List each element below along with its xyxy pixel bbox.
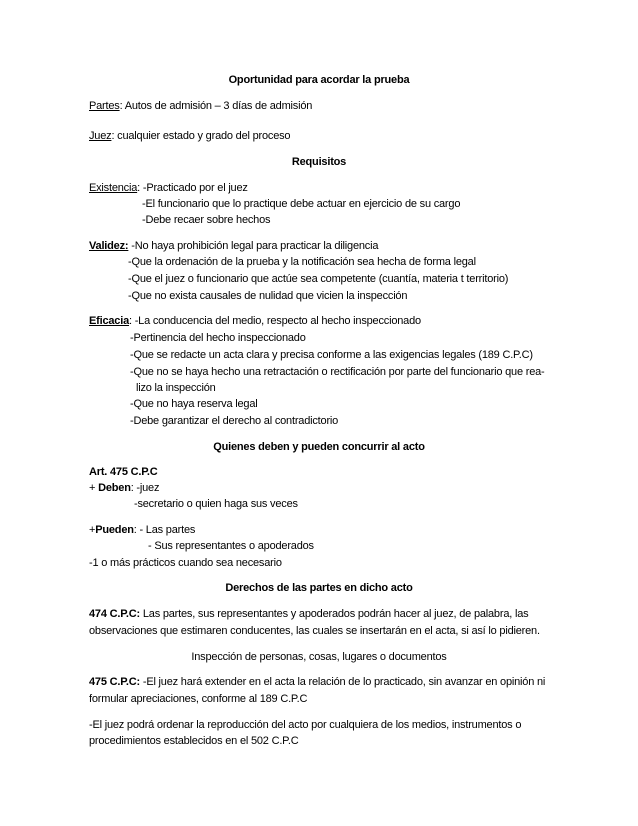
c474-label: 474 C.P.C: [89, 608, 140, 620]
pueden-item: -1 o más prácticos cuando sea necesario [89, 557, 282, 569]
validez-item: -Que el juez o funcionario que actúe sea competente (cuantía, materia t territorio) [128, 273, 509, 285]
partes-label: Partes [89, 100, 120, 112]
validez-item: -Que la ordenación de la prueba y la notificación sea hecha de forma legal [128, 256, 476, 268]
c475-label: 475 C.P.C: [89, 676, 140, 688]
validez-item: -No haya prohibición legal para practicar la diligencia [128, 240, 379, 252]
c475-text: formular apreciaciones, conforme al 189 C.P.C [89, 693, 308, 705]
eficacia-line [89, 314, 421, 328]
eficacia-item: -Que no se haya hecho una retractación o rectificación por parte del funcionario que rea- [130, 366, 545, 378]
derechos-heading: Derechos de las partes en dicho acto [225, 582, 413, 594]
final-text: procedimientos establecidos en el 502 C.P.C [89, 735, 299, 747]
concurrir-heading: Quienes deben y pueden concurrir al acto [213, 441, 425, 453]
pueden-label: Pueden [95, 524, 134, 536]
eficacia-item: : -La conducencia del medio, respecto al hecho inspeccionado [128, 315, 421, 327]
c475-text: -El juez hará extender en el acta la relación de lo practicado, sin avanzar en opinión ni [140, 676, 546, 688]
existencia-item: : -Practicado por el juez [137, 182, 248, 194]
eficacia-item: -Pertinencia del hecho inspeccionado [130, 332, 306, 344]
existencia-item: -Debe recaer sobre hechos [142, 214, 271, 226]
eficacia-item: -Debe garantizar el derecho al contradictorio [130, 415, 339, 427]
partes-text: : Autos de admisión – 3 días de admisión [119, 100, 313, 112]
deben-text: : -juez [130, 482, 160, 494]
validez-item: -Que no exista causales de nulidad que vicien la inspección [128, 290, 408, 302]
juez-text: : cualquier estado y grado del proceso [111, 130, 291, 142]
juez-line [89, 129, 290, 143]
art475-title: Art. 475 C.P.C [89, 466, 158, 478]
deben-item: -secretario o quien haga sus veces [134, 498, 298, 510]
existencia-item: -El funcionario que lo practique debe actuar en ejercicio de su cargo [142, 198, 461, 210]
pueden-line [89, 523, 195, 537]
deben-line [89, 481, 159, 495]
requisitos-heading: Requisitos [291, 156, 347, 168]
c474-text: Las partes, sus representantes y apoderados podrán hacer al juez, de palabra, las [140, 608, 529, 620]
eficacia-item: -Que se redacte un acta clara y precisa conforme a las exigencias legales (189 C.P.C) [130, 349, 533, 361]
c475-line [89, 675, 545, 689]
c474-text: observaciones que estimaren conducentes, las cuales se insertarán en el acta, si así lo pidieren. [89, 625, 540, 637]
inspeccion-heading: Inspección de personas, cosas, lugares o documentos [191, 651, 447, 663]
deben-prefix: + [89, 482, 99, 494]
pueden-prefix: + [89, 524, 96, 536]
juez-label: Juez [89, 130, 112, 142]
validez-label: Validez: [89, 240, 129, 252]
deben-label: Deben [98, 482, 131, 494]
eficacia-label: Eficacia [89, 315, 129, 327]
pueden-text: : - Las partes [133, 524, 196, 536]
eficacia-item: -Que no haya reserva legal [130, 398, 258, 410]
pueden-item: - Sus representantes o apoderados [148, 540, 314, 552]
eficacia-item: lizo la inspección [136, 382, 216, 394]
partes-line [89, 99, 312, 113]
final-text: -El juez podrá ordenar la reproducción del acto por cualquiera de los medios, instrumentos o [89, 719, 522, 731]
c474-line [89, 607, 528, 621]
existencia-line [89, 181, 248, 195]
validez-line [89, 239, 378, 253]
page-title: Oportunidad para acordar la prueba [228, 74, 410, 86]
existencia-label: Existencia [89, 182, 138, 194]
